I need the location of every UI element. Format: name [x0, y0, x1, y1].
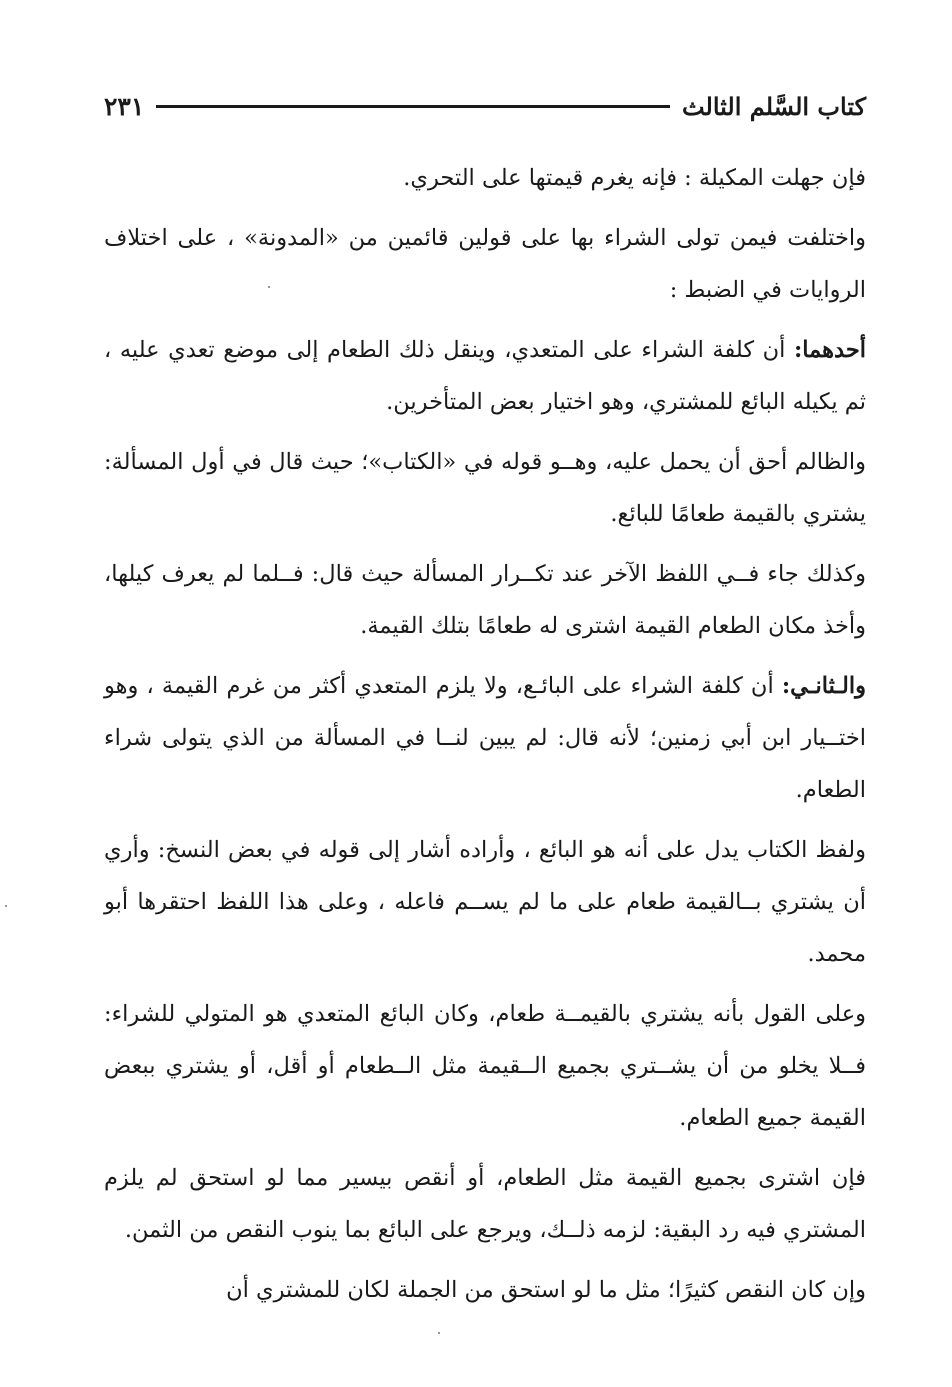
paragraph — [104, 152, 866, 204]
paragraph — [104, 212, 866, 316]
paragraph — [104, 436, 866, 540]
paragraph — [104, 660, 866, 816]
paragraph-text: واختلفت فيمن تولى الشراء بها على قولين قائمين من «المدونة» ، على اختلاف الروايات في الضبط : — [104, 225, 866, 303]
paragraph-text: وكذلك جاء فــي اللفظ الآخر عند تكــرار المسألة حيث قال: فــلما لم يعرف كيلها، وأخذ مكان الطعام القيمة اشترى له طعامًا بتلك القيمة. — [104, 561, 866, 639]
paragraph — [104, 988, 866, 1144]
paragraph — [104, 824, 866, 980]
paragraph-text: فإن اشترى بجميع القيمة مثل الطعام، أو أنقص بيسير مما لو استحق لم يلزم المشتري فيه رد البقية: لزمه ذلــك، ويرجع على البائع بما ينوب النقص من الثمن. — [104, 1165, 866, 1243]
paragraph-lead: والـثانـي: — [781, 673, 866, 699]
paragraph-text: أن كلفة الشراء على البائـع، ولا يلزم المتعدي أكثر من غرم القيمة ، وهو اختــيار ابن أبي زمنين؛ لأنه قال: لم يبين لنــا في المسألة من الذي يتولى شراء الطعام. — [104, 673, 866, 803]
paragraph-text: ولفظ الكتاب يدل على أنه هو البائع ، وأراده أشار إلى قوله في بعض النسخ: وأري أن يشتري بــالقيمة طعام على ما لم يســم فاعله ، وعلى هذا اللفظ احتقرها أبو محمد. — [104, 837, 866, 967]
paragraph — [104, 1152, 866, 1256]
paragraph-text: وإن كان النقص كثيرًا؛ مثل ما لو استحق من الجملة لكان للمشتري أن — [226, 1277, 866, 1303]
paragraph — [104, 1264, 866, 1316]
paragraph-lead: أحدهما: — [793, 337, 866, 363]
running-title: كتاب السَّلم الثالث — [681, 91, 866, 121]
paragraph — [104, 324, 866, 428]
paragraph-text: والظالم أحق أن يحمل عليه، وهــو قوله في «الكتاب»؛ حيث قال في أول المسألة: يشتري بالقيمة طعامًا للبائع. — [104, 449, 866, 527]
header-rule — [156, 105, 670, 108]
running-header — [104, 86, 866, 126]
paragraph-text: أن كلفة الشراء على المتعدي، وينقل ذلك الطعام إلى موضع تعدي عليه ، ثم يكيله البائع للمشتري، وهو اختيار بعض المتأخرين. — [104, 337, 866, 415]
page-number: ٢٣١ — [104, 91, 145, 121]
scan-speck — [438, 1332, 440, 1334]
page-body — [104, 152, 866, 1324]
scan-speck — [268, 286, 270, 288]
scan-speck — [5, 905, 7, 907]
paragraph — [104, 548, 866, 652]
paragraph-text: وعلى القول بأنه يشتري بالقيمــة طعام، وكان البائع المتعدي هو المتولي للشراء: فــلا يخلو من أن يشــتري بجميع الــقيمة مثل الــطعام أو أقل، أو يشتري ببعض القيمة جميع الطعام. — [104, 1001, 866, 1131]
paragraph-text: فإن جهلت المكيلة : فإنه يغرم قيمتها على التحري. — [403, 165, 866, 191]
